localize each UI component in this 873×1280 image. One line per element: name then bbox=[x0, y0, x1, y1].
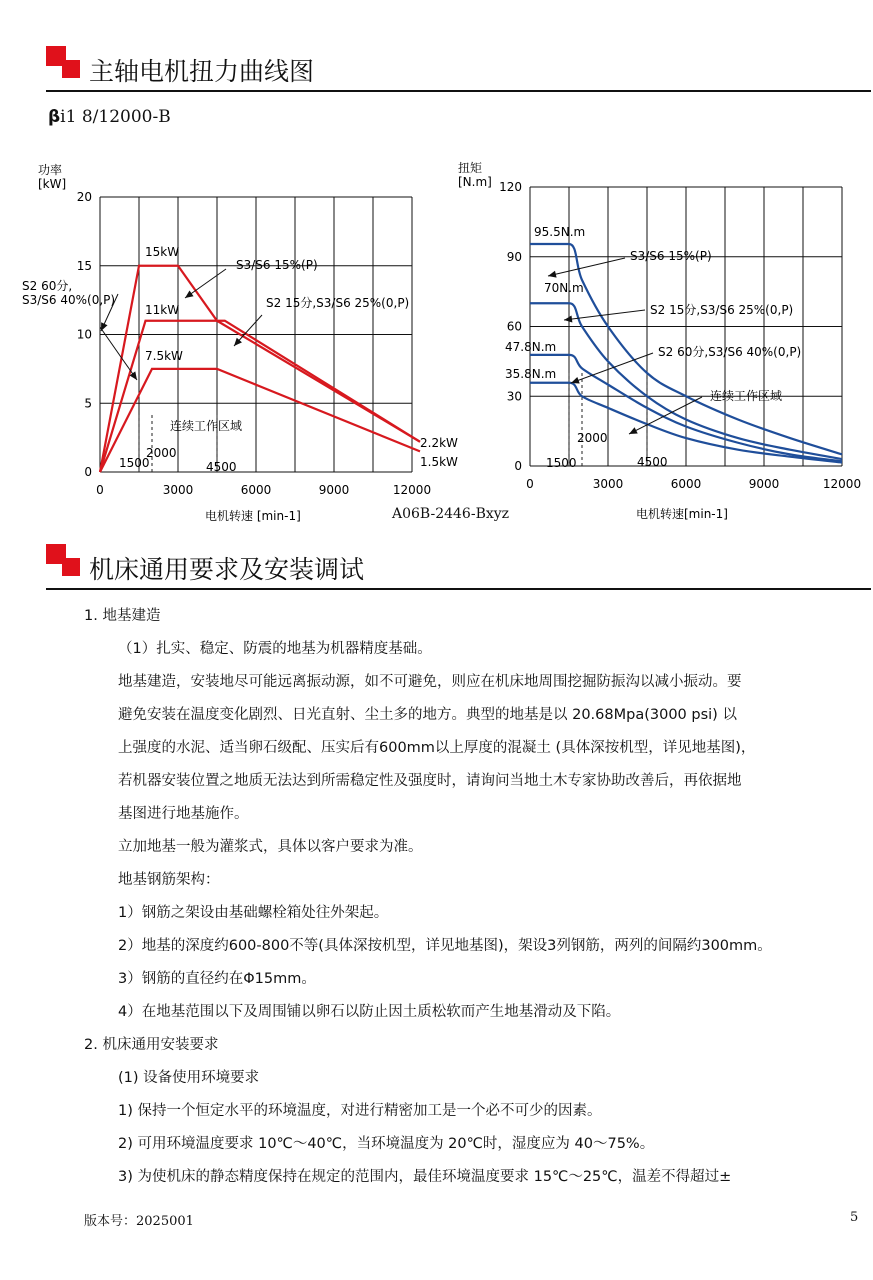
section-title: 主轴电机扭力曲线图 bbox=[89, 57, 315, 86]
x-tick-label: 3000 bbox=[592, 477, 624, 491]
text-line: 立加地基一般为灌浆式，具体以客户要求为准。 bbox=[118, 839, 423, 855]
y-tick-label: 90 bbox=[506, 249, 522, 264]
annotation-label: S2 15分,S3/S6 25%(0,P) bbox=[266, 296, 410, 310]
x-tick-label: 0 bbox=[526, 477, 534, 491]
annotation-label: 2.2kW bbox=[420, 436, 458, 450]
y-axis-label: 扭矩[N.m] bbox=[458, 161, 492, 189]
text-line: 4）在地基范围以下及周围铺以卵石以防止因土质松软而产生地基滑动及下陷。 bbox=[118, 1004, 621, 1020]
x-tick-label: 6000 bbox=[240, 483, 272, 497]
annotation-label: 47.8N.m bbox=[505, 340, 557, 354]
torque-chart bbox=[440, 150, 870, 530]
footer-version: 版本号：2025001 bbox=[84, 1214, 194, 1229]
text-line: 若机器安装位置之地质无法达到所需稳定性及强度时，请询问当地土木专家协助改善后，再依据地 bbox=[118, 773, 742, 789]
section-title: 机床通用要求及安装调试 bbox=[89, 555, 365, 584]
arrow-head bbox=[185, 291, 194, 298]
arrow-head bbox=[564, 316, 572, 323]
arrow-head bbox=[571, 377, 580, 384]
annotation-label: 连续工作区域 bbox=[170, 419, 243, 433]
section-header-torque bbox=[46, 46, 871, 92]
annotation-label: S2 60分, S3/S6 40%(0,P) bbox=[22, 279, 116, 307]
x-tick-label: 3000 bbox=[162, 483, 194, 497]
annotation-label: 2000 bbox=[577, 431, 608, 445]
section-header-install bbox=[46, 544, 871, 590]
y-tick-label: 5 bbox=[84, 396, 92, 411]
text-line: 地基钢筋架构： bbox=[118, 872, 220, 888]
annotation-label: 1500 bbox=[119, 456, 150, 470]
text-line: 避免安装在温度变化剧烈、日光直射、尘土多的地方。典型的地基是以 20.68Mpa(3000 psi) 以 bbox=[118, 707, 737, 723]
x-tick-label: 9000 bbox=[318, 483, 350, 497]
footer-page-number: 5 bbox=[850, 1210, 859, 1225]
y-tick-label: 120 bbox=[499, 180, 522, 194]
header-square-icon bbox=[62, 60, 80, 78]
x-tick-label: 6000 bbox=[670, 477, 702, 491]
annotation-label: 95.5N.m bbox=[534, 225, 586, 239]
text-line: 1) 保持一个恒定水平的环境温度，对进行精密加工是一个必不可少的因素。 bbox=[118, 1103, 602, 1119]
text-line: 1）钢筋之架设由基础螺栓箱处往外架起。 bbox=[118, 905, 389, 921]
y-axis-label: 功率[kW] bbox=[38, 163, 67, 191]
text-line: 1. 地基建造 bbox=[84, 608, 161, 624]
text-line: 2. 机床通用安装要求 bbox=[84, 1037, 219, 1053]
annotation-label: 1.5kW bbox=[420, 455, 458, 469]
arrow-head bbox=[548, 271, 557, 278]
text-line: 上强度的水泥、适当卵石级配、压实后有600mm以上厚度的混凝土 (具体深按机型，详见地基图)， bbox=[118, 740, 756, 756]
x-tick-label: 0 bbox=[96, 483, 104, 497]
x-axis-label: 电机转速 [min-1] bbox=[205, 509, 301, 523]
model-name: βi1 8/12000-B bbox=[48, 107, 171, 127]
text-line: 3）钢筋的直径约在Φ15mm。 bbox=[118, 971, 316, 987]
annotation-label: 4500 bbox=[637, 455, 668, 469]
annotation-label: 1500 bbox=[546, 456, 577, 470]
annotation-label: 11kW bbox=[145, 303, 180, 317]
header-square-icon bbox=[62, 558, 80, 576]
annotation-label: 连续工作区域 bbox=[710, 389, 783, 403]
annotation-label: 15kW bbox=[145, 245, 180, 259]
x-tick-label: 9000 bbox=[748, 477, 780, 491]
annotation-label: 70N.m bbox=[544, 281, 584, 295]
text-line: (1) 设备使用环境要求 bbox=[118, 1070, 260, 1086]
model-code: A06B-2446-Bxyz bbox=[392, 506, 510, 522]
text-line: （1）扎实、稳定、防震的地基为机器精度基础。 bbox=[118, 641, 432, 657]
y-tick-label: 60 bbox=[506, 319, 522, 334]
header-rule bbox=[46, 588, 871, 590]
y-tick-label: 15 bbox=[76, 258, 92, 273]
header-rule bbox=[46, 90, 871, 92]
y-tick-label: 0 bbox=[84, 465, 92, 479]
x-tick-label: 12000 bbox=[392, 483, 432, 497]
annotation-label: 4500 bbox=[206, 460, 237, 474]
text-line: 地基建造，安装地尽可能远离振动源，如不可避免，则应在机床地周围挖掘防振沟以减小振动。要 bbox=[118, 674, 742, 690]
annotation-label: S3/S6 15%(P) bbox=[236, 258, 318, 272]
annotation-label: S2 60分,S3/S6 40%(0,P) bbox=[658, 345, 802, 359]
annotation-label: 35.8N.m bbox=[505, 367, 557, 381]
x-axis-label: 电机转速[min-1] bbox=[636, 507, 728, 521]
text-line: 2) 可用环境温度要求 10℃～40℃，当环境温度为 20℃时，湿度应为 40～75%。 bbox=[118, 1136, 655, 1152]
y-tick-label: 30 bbox=[506, 389, 522, 404]
annotation-label: S3/S6 15%(P) bbox=[630, 249, 712, 263]
annotation-label: 2000 bbox=[146, 446, 177, 460]
y-tick-label: 0 bbox=[514, 459, 522, 473]
text-line: 2）地基的深度约600-800不等(具体深按机型，详见地基图)，架设3列钢筋，两列的间隔约300mm。 bbox=[118, 938, 772, 954]
x-tick-label: 12000 bbox=[822, 477, 862, 491]
text-line: 3) 为使机床的静态精度保持在规定的范围内，最佳环境温度要求 15℃～25℃，温差不得超过± bbox=[118, 1169, 732, 1185]
annotation-label: S2 15分,S3/S6 25%(0,P) bbox=[650, 303, 794, 317]
leader-line bbox=[548, 258, 625, 276]
y-tick-label: 20 bbox=[76, 190, 92, 204]
annotation-label: 7.5kW bbox=[145, 349, 183, 363]
y-tick-label: 10 bbox=[76, 327, 92, 342]
text-line: 基图进行地基施作。 bbox=[118, 806, 249, 822]
